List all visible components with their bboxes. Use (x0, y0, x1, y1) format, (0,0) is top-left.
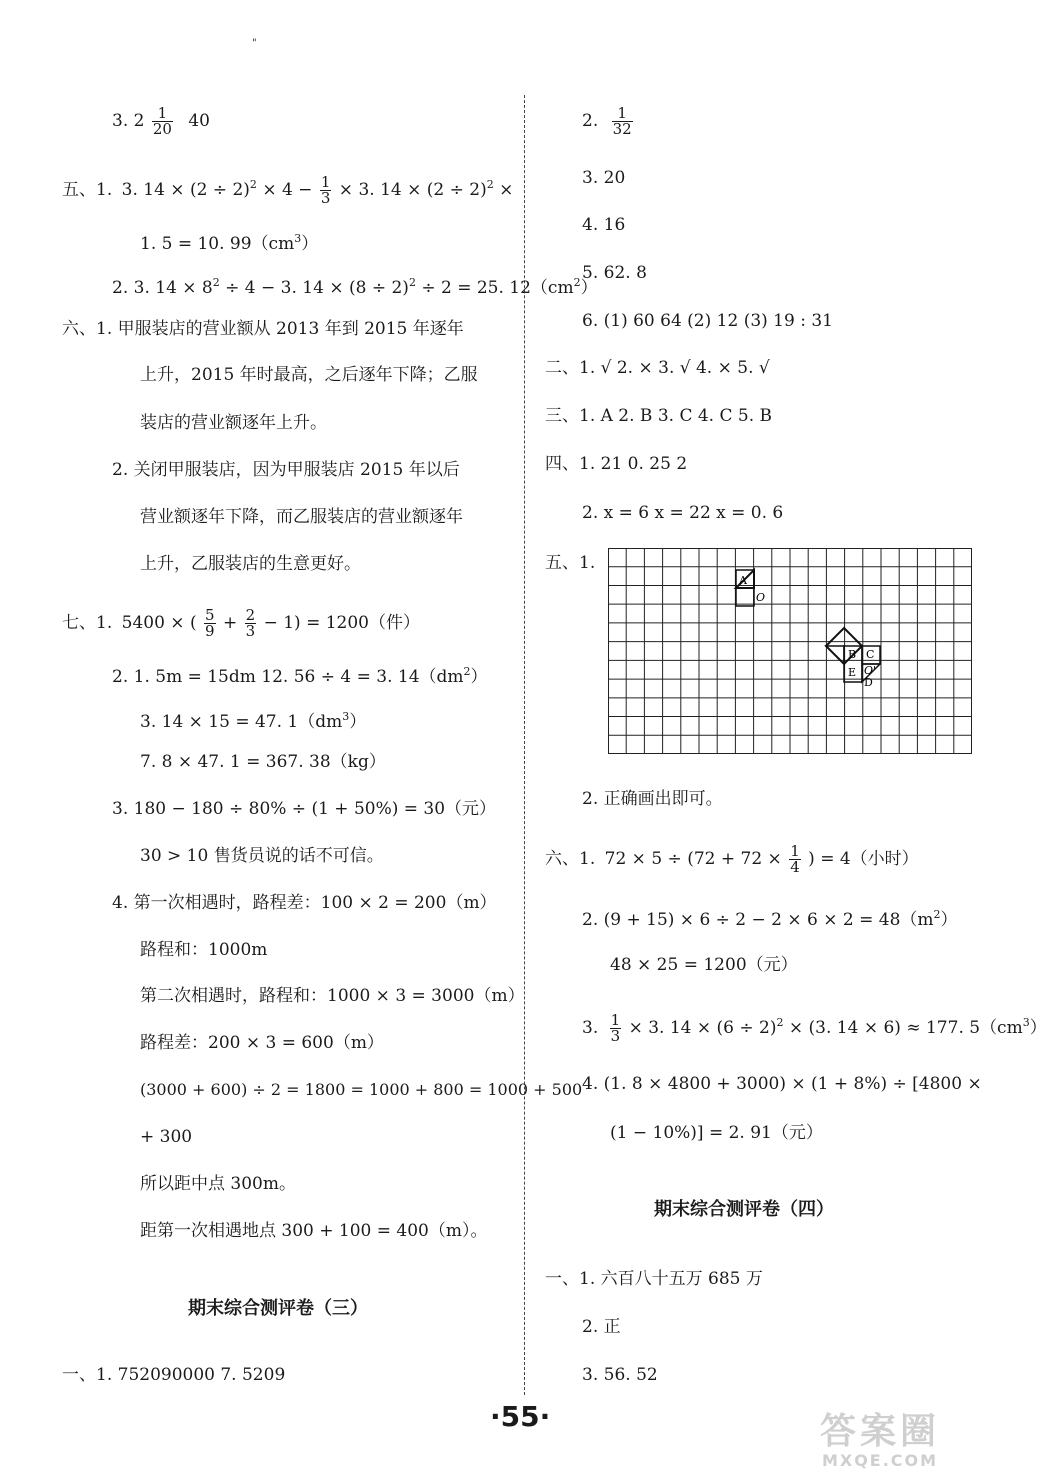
answer-line: 4. 第一次相遇时，路程差：100 × 2 = 200（m） (112, 893, 497, 913)
answer-line: 2. $(9 + 15) \times 6 \div 2 - 2 \times 6 \times 2 = 48(m^2)$ (582, 908, 958, 930)
fraction: $\frac{1}{20}$ (152, 104, 172, 138)
answer-line: 2. 正确画出即可。 (582, 789, 723, 809)
answer-line: 4. (1. 8 × 4800 + 3000) × (1 + 8%) ÷ [4800 × (582, 1074, 982, 1094)
watermark: 答案圈 MXQE.COM (820, 1411, 941, 1470)
answer-line: 5. 62. 8 (582, 263, 647, 283)
answer-line: 装店的营业额逐年上升。 (140, 413, 327, 433)
answer-line: 四、1. 21 0. 25 2 (545, 454, 688, 474)
answer-line: 1. 5 = 10. $99(cm^3)$ (140, 232, 319, 254)
answer-line: 第二次相遇时，路程和：1000 × 3 = 3000（m） (140, 986, 525, 1006)
fraction: $\frac{2}{3}$ (245, 606, 256, 640)
answer-line: 五、1. 3. $14 \times (2 \div 2)^2 \times 4$ − $\frac{1}{3}$ × 3. $14 \times (2 \div 2)^2$ × (62, 173, 514, 207)
answer-line: 3. 2 $\frac{1}{20}$ 40 (112, 104, 210, 138)
answer-line: + 300 (140, 1127, 193, 1147)
label-o-prime: O' (864, 664, 877, 677)
answer-line: (1 − 10%)] = 2. 91（元） (610, 1123, 823, 1143)
section-heading: 期末综合测评卷（三） (188, 1298, 368, 1319)
answer-line: 三、1. A 2. B 3. C 4. C 5. B (545, 406, 773, 426)
answer-line: 营业额逐年下降，而乙服装店的营业额逐年 (140, 507, 463, 527)
fraction: $\frac{1}{32}$ (612, 104, 632, 138)
answer-line: 所以距中点 300m。 (140, 1174, 296, 1194)
answer-line: 3. 20 (582, 168, 626, 188)
answer-line: 6. (1) 60 64 (2) 12 (3) 19 : 31 (582, 311, 833, 331)
fraction: $\frac{1}{3}$ (610, 1011, 621, 1045)
page-number: ·55· (490, 1400, 551, 1433)
answer-line: 上升，乙服装店的生意更好。 (140, 554, 361, 574)
answer-line: 路程和：1000m (140, 940, 268, 960)
label-b: B (848, 648, 857, 661)
grid-svg (608, 548, 972, 754)
label-e: E (848, 666, 857, 679)
answer-line: 五、1. (545, 553, 596, 573)
answer-line: (3000 + 600) ÷ 2 = 1800 = 1000 + 800 = 1000 + 500 (140, 1080, 583, 1099)
answer-line: 一、1. 752090000 7. 5209 (62, 1365, 286, 1385)
answer-line: 2. $\frac{1}{32}$ (582, 104, 632, 138)
label-c: C (866, 648, 875, 661)
answer-line: 48 × 25 = 1200（元） (610, 955, 798, 975)
answer-line: 二、1. √ 2. × 3. √ 4. × 5. √ (545, 358, 770, 378)
shape-center-triangle (826, 646, 844, 664)
answer-line: 2. x = 6 x = 22 x = 0. 6 (582, 503, 784, 523)
grid-diagram (608, 548, 972, 758)
fraction: $\frac{5}{9}$ (205, 606, 215, 640)
answer-line: 路程差：200 × 3 = 600（m） (140, 1033, 384, 1053)
answer-line: 3. 14 × 15 = 47. $1(dm^3)$ (140, 710, 367, 732)
label-d: D (864, 676, 873, 689)
fraction: $\frac{1}{3}$ (320, 173, 331, 207)
answer-line: 七、1. 5400 × ( $\frac{5}{9}$ + $\frac{2}{3}$ − 1) = 1200（件） (62, 606, 420, 640)
answer-line: 2. 3. $14 \times 8^2 \div 4 - 3$. $14 \times (8 \div 2)^2 \div 2 = 25$. $12(cm^2)$ (112, 276, 598, 298)
answer-line: 距第一次相遇地点 300 + 100 = 400（m）。 (140, 1221, 488, 1241)
answer-line: 2. 正 (582, 1317, 621, 1337)
answer-line: 4. 16 (582, 215, 626, 235)
answer-line: 30 > 10 售货员说的话不可信。 (140, 846, 384, 866)
answer-line: 六、1. 72 × 5 ÷ (72 + 72 × $\frac{1}{4}$ ) = 4（小时） (545, 842, 919, 876)
section-heading: 期末综合测评卷（四） (654, 1199, 834, 1220)
label-a: A (739, 574, 747, 587)
answer-line: 7. 8 × 47. 1 = 367. 38（kg） (140, 752, 386, 772)
fraction: $\frac{1}{4}$ (790, 842, 800, 876)
answer-line: 一、1. 六百八十五万 685 万 (545, 1269, 763, 1289)
answer-line: 3. 56. 52 (582, 1365, 658, 1385)
answer-line: 3. $\frac{1}{3}$ × 3. $14 \times (6 \div 2)^2 \times (3$. 14 × 6) ≈ 177. $5(cm^3)$ (582, 1011, 1047, 1045)
answer-line: 2. 1. 5m = 15dm 12. 56 ÷ 4 = 3. $14(dm^2)$ (112, 665, 488, 687)
answer-line: 六、1. 甲服装店的营业额从 2013 年到 2015 年逐年 (62, 319, 464, 339)
scan-mark: " (252, 38, 257, 49)
label-o: O (756, 591, 766, 604)
answer-line: 3. 180 − 180 ÷ 80% ÷ (1 + 50%) = 30（元） (112, 799, 497, 819)
answer-line: 上升，2015 年时最高，之后逐年下降；乙服 (140, 365, 478, 385)
answer-line: 2. 关闭甲服装店，因为甲服装店 2015 年以后 (112, 460, 460, 480)
